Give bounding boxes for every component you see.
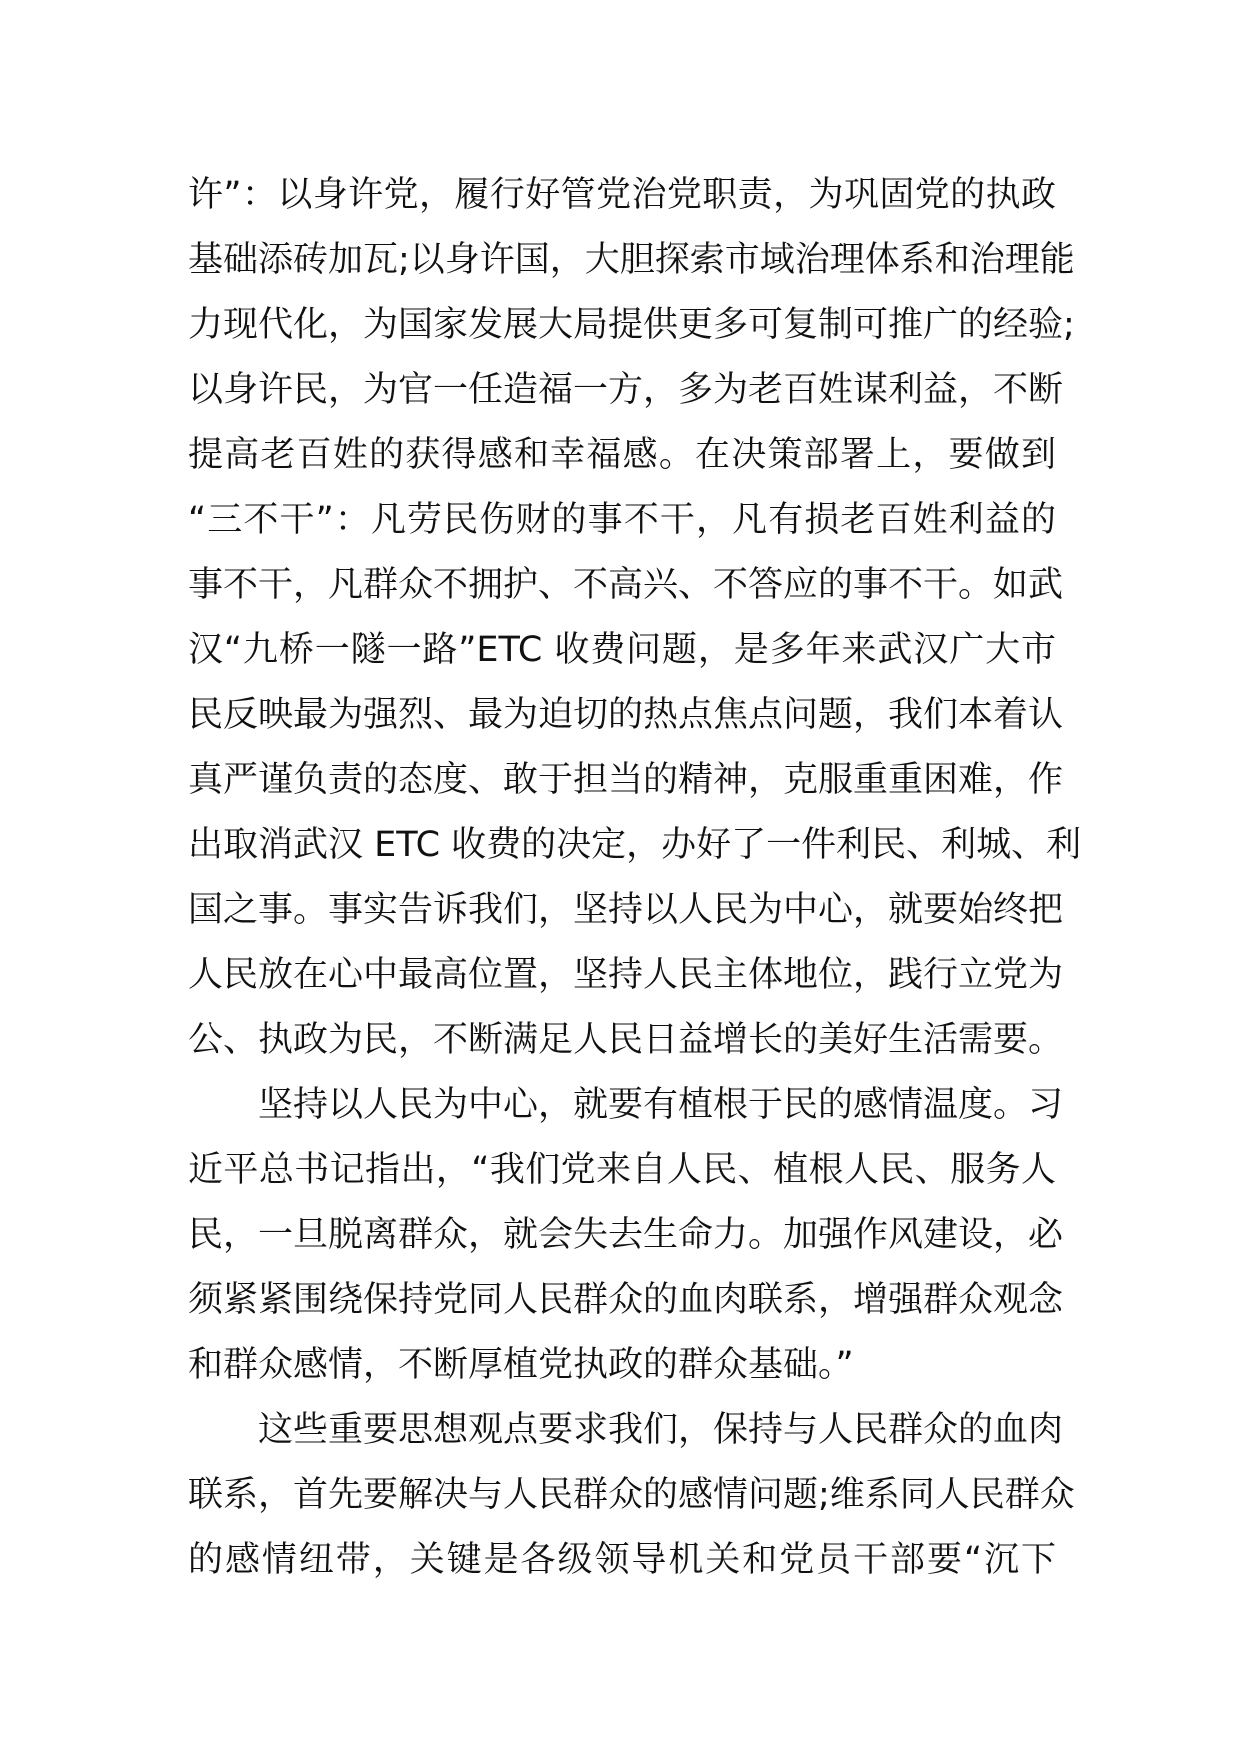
text-line: 这些重要思想观点要求我们，保持与人民群众的血肉 (258, 1410, 1064, 1450)
text-line: 基础添砖加瓦;以身许国，大胆探索市域治理体系和治理能 (188, 240, 1075, 280)
text-line: 的感情纽带，关键是各级领导机关和党员干部要“沉下 (188, 1540, 1056, 1580)
document-page (188, 163, 1082, 1593)
text-line: 坚持以人民为中心，就要有植根于民的感情温度。习 (258, 1085, 1064, 1125)
text-line: 以身许民，为官一任造福一方，多为老百姓谋利益，不断 (188, 370, 1064, 410)
paragraph-2 (188, 1073, 1064, 1398)
text-line: 近平总书记指出，“我们党来自人民、植根人民、服务人 (188, 1150, 1056, 1190)
text-line: 出取消武汉 ETC 收费的决定，办好了一件利民、利城、利 (188, 825, 1082, 865)
text-line: 许”：以身许党，履行好管党治党职责，为巩固党的执政 (188, 175, 1056, 215)
text-line: 和群众感情，不断厚植党执政的群众基础。” (188, 1345, 854, 1385)
text-line: 联系，首先要解决与人民群众的感情问题;维系同人民群众 (188, 1475, 1075, 1515)
text-line: 提高老百姓的获得感和幸福感。在决策部署上，要做到 (188, 435, 1056, 475)
text-line: 力现代化，为国家发展大局提供更多可复制可推广的经验; (188, 305, 1075, 345)
text-line: 民，一旦脱离群众，就会失去生命力。加强作风建设，必 (188, 1215, 1064, 1255)
text-line: 公、执政为民，不断满足人民日益增长的美好生活需要。 (188, 1020, 1064, 1060)
text-line: 人民放在心中最高位置，坚持人民主体地位，践行立党为 (188, 955, 1064, 995)
text-line: 真严谨负责的态度、敢于担当的精神，克服重重困难，作 (188, 760, 1064, 800)
paragraph-3 (188, 1398, 1075, 1593)
text-line: 事不干，凡群众不拥护、不高兴、不答应的事不干。如武 (188, 565, 1064, 605)
paragraph-1 (188, 163, 1082, 1073)
text-line: 国之事。事实告诉我们，坚持以人民为中心，就要始终把 (188, 890, 1064, 930)
text-line: “三不干”：凡劳民伤财的事不干，凡有损老百姓利益的 (188, 500, 1056, 540)
text-line: 民反映最为强烈、最为迫切的热点焦点问题，我们本着认 (188, 695, 1064, 735)
text-line: 汉“九桥一隧一路”ETC 收费问题，是多年来武汉广大市 (188, 630, 1056, 670)
text-line: 须紧紧围绕保持党同人民群众的血肉联系，增强群众观念 (188, 1280, 1064, 1320)
